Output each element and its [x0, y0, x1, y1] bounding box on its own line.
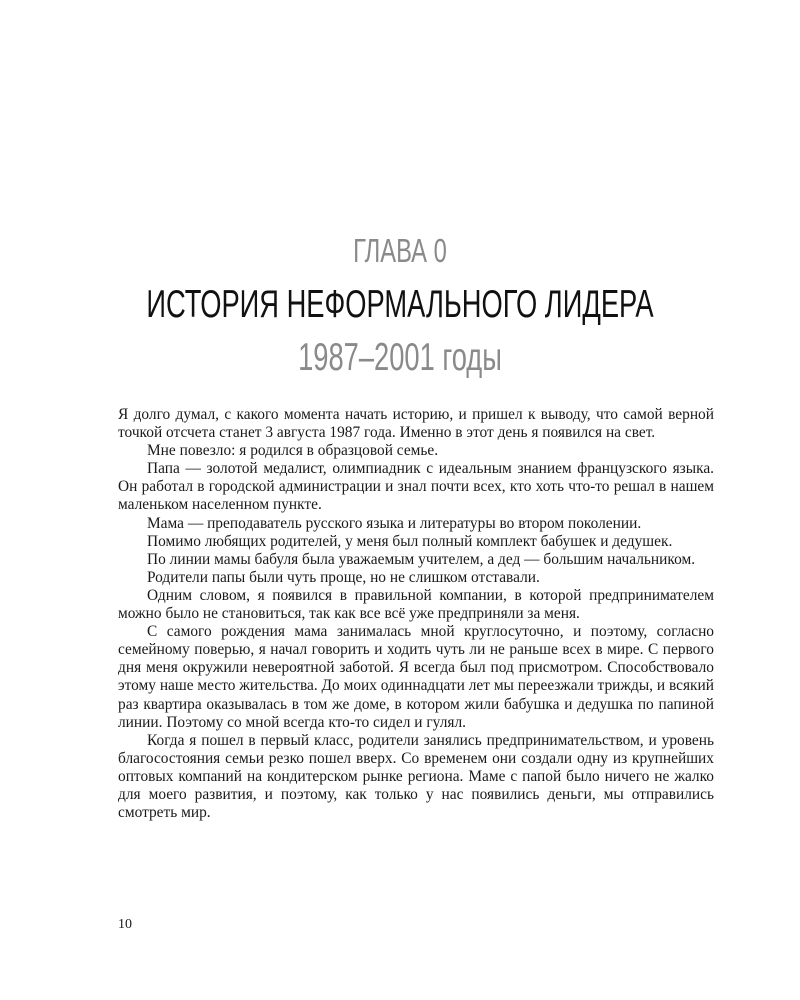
chapter-years: 1987–2001 годы [298, 336, 502, 379]
paragraph: С самого рождения мама занималась мной круглосуточно, и поэтому, согласно семейному поверью, я начал говорить и ходить чуть ли не раньше всех в мире. С первого дня меня окружили невероятной заботой. Я всегда был под присмотром. Способствовало этому наше место жительства. До моих одиннадцати лет мы переезжали трижды, и всякий раз квартира оказывалась в том же доме, в котором жили бабушка и дедушка по папиной линии. Поэтому со мной всегда кто-то сидел и гулял. [118, 623, 714, 731]
paragraph: По линии мамы бабуля была уважаемым учителем, а дед — большим начальником. [147, 550, 696, 568]
paragraph: Мне повезло: я родился в образцовой семье. [147, 442, 439, 460]
paragraph: Папа — золотой медалист, олимпиадник с идеальным знанием французского языка. Он работал в городской администрации и знал почти всех, кто хоть что-то решал в нашем маленьком населенном пункте. [118, 460, 714, 514]
chapter-label: ГЛАВА 0 [353, 232, 447, 269]
paragraph: Я долго думал, с какого момента начать историю, и пришел к выводу, что самой верной точкой отсчета станет 3 августа 1987 года. Именно в этот день я появился на свет. [118, 406, 714, 442]
page-number: 10 [118, 917, 132, 932]
paragraph: Одним словом, я появился в правильной компании, в которой предпринимателем можно было не становиться, так как все всё уже предприняли за меня. [118, 586, 714, 623]
paragraph: Родители папы были чуть проще, но не слишком отставали. [147, 568, 540, 586]
chapter-title: ИСТОРИЯ НЕФОРМАЛЬНОГО ЛИДЕРА [146, 283, 654, 326]
paragraph: Помимо любящих родителей, у меня был полный комплект бабушек и дедушек. [147, 532, 673, 550]
paragraph: Когда я пошел в первый класс, родители занялись предпринимательством, и уровень благосостояния семьи резко пошел вверх. Со временем они создали одну из крупнейших оптовых компаний на кондитерском рынке региона. Маме с папой было ничего не жалко для моего развития, и поэтому, как только у нас появились деньги, мы отправились смотреть мир. [118, 731, 714, 822]
chapter-body [118, 406, 714, 822]
paragraph: Мама — преподаватель русского языка и литературы во втором поколении. [147, 514, 642, 532]
